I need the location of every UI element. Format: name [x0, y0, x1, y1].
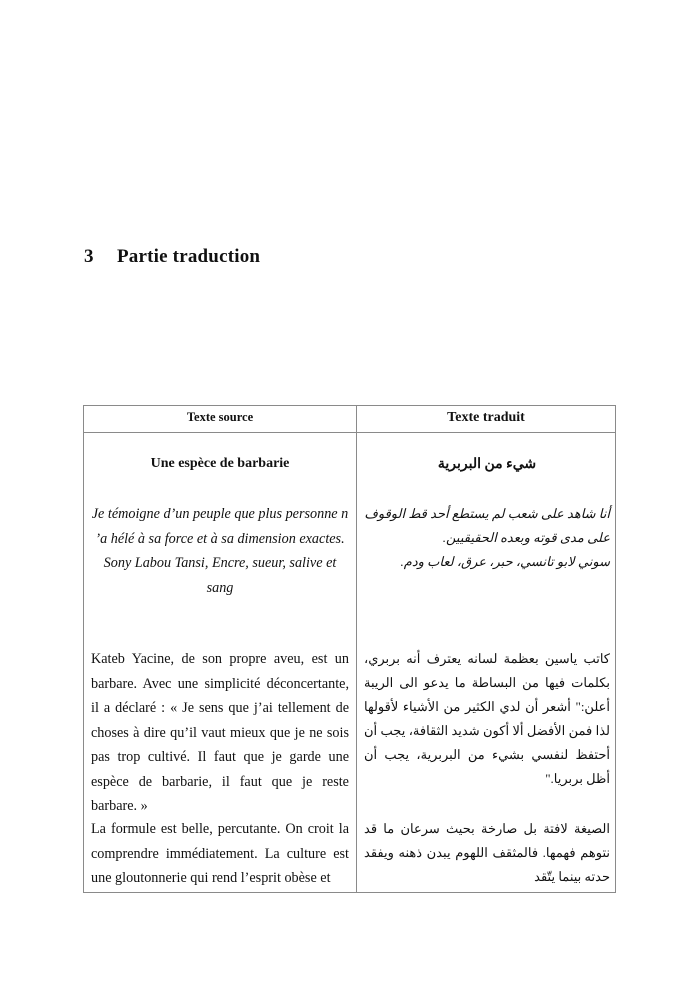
header-target: Texte traduit	[447, 410, 525, 425]
source-paragraph-2: La formule est belle, percutante. On croit la comprendre immédiatement. La culture est une gloutonnerie qui rend l’esprit obèse et	[91, 821, 349, 886]
header-source: Texte source	[186, 410, 254, 424]
source-paragraph-1: Kateb Yacine, de son propre aveu, est un barbare. Avec une simplicité déconcertante, il a déclaré : « Je sens que j’ai tellement de choses à dire qu’il vaut mieux que je ne sois pas trop cultivé. Il faut que je garde une espèce de barbarie, il faut que je reste barbare. »	[91, 651, 349, 814]
section-title: Partie traduction	[116, 246, 261, 267]
target-epigraph-line2: سوني لابو تانسي، حبر، عرق، لعاب ودم.	[400, 554, 610, 569]
target-paragraph-1: كاتب ياسين بعظمة لسانه يعترف أنه بربري، بكلمات فيها من البساطة ما يدعو الى الريبة أعلن:" أشعر أن لدي الكثير من الأشياء لأقولها لذا فمن الأفضل ألا أكون شديد الثقافة، يجب أن أحتفظ لنفسي بشيء من البربرية، يجب أن أظل بربريا."	[364, 651, 610, 786]
source-epigraph: Je témoigne d’un peuple que plus personne n ’a hélé à sa force et à sa dimension exactes. Sony Labou Tansi, Encre, sueur, salive et sang	[91, 506, 349, 596]
header-divider	[84, 432, 615, 433]
target-epigraph	[364, 502, 610, 574]
target-title: شيء من البربرية	[437, 457, 537, 472]
section-heading	[84, 246, 260, 268]
source-title: Une espèce de barbarie	[150, 456, 290, 471]
target-epigraph-line1: أنا شاهد على شعب لم يستطع أحد قط الوقوف على مدى قوته وبعده الحقيقيين.	[364, 506, 610, 545]
column-divider	[356, 406, 357, 892]
translation-table	[83, 405, 616, 893]
target-paragraph-2: الصيغة لافتة بل صارخة بحيث سرعان ما قد نتوهم فهمها. فالمثقف اللهوم يبدن ذهنه ويفقد حدته بينما يتّقد	[364, 821, 610, 884]
section-number: 3	[84, 246, 94, 267]
